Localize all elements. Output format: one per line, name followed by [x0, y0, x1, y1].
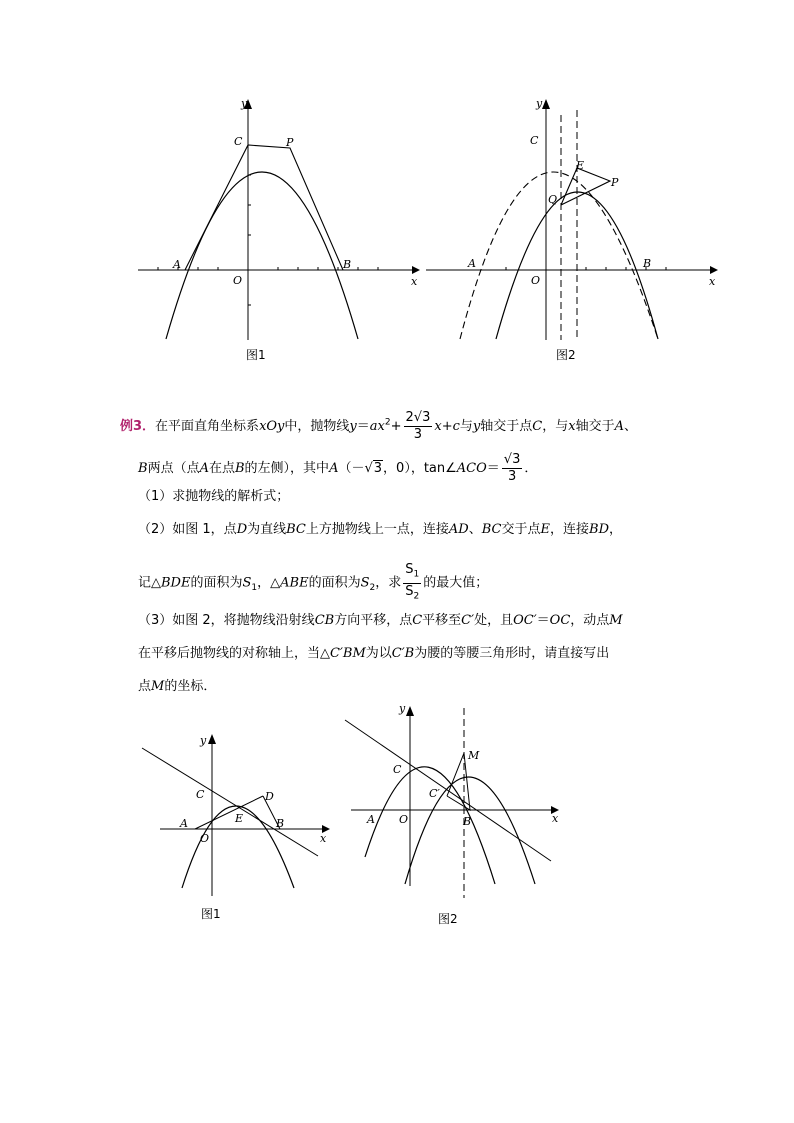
text: 与 [459, 419, 473, 434]
text: BC [481, 522, 502, 537]
example-number: 例3． [120, 419, 156, 434]
text: A [329, 461, 339, 476]
point-a-label: A [173, 258, 181, 271]
text: BDE [161, 575, 191, 591]
point-o-label: O [399, 813, 409, 826]
text: ． [524, 461, 538, 476]
point-c-prime-label: C′ [429, 787, 440, 800]
point-q-label: Q [548, 193, 558, 206]
point-b-label: B [643, 257, 652, 270]
point-e-label: E [235, 812, 244, 825]
text: ，动点 [570, 613, 610, 628]
text: ＝ [356, 419, 370, 434]
text: 在平面直角坐标系 [155, 419, 260, 434]
point-d-label: D [265, 790, 274, 803]
text: x [568, 419, 576, 434]
point-p-label: P [286, 136, 294, 149]
x-axis-label: x [709, 275, 716, 288]
text: A [614, 419, 624, 434]
text: （3）如图 2，将抛物线沿射线 [138, 613, 315, 628]
question-2-line-1 [138, 521, 622, 539]
x-axis-label: x [411, 275, 418, 288]
text: CB [314, 613, 335, 628]
point-b-label: B [343, 258, 352, 271]
question-3-line-2 [138, 645, 609, 663]
text: 的最大值； [423, 575, 489, 591]
point-c-label: C [393, 763, 402, 776]
text: ，△ [257, 575, 281, 591]
text: B [138, 461, 148, 476]
example-line-2: B两点（点A在点B的左侧），其中A（－√3，0），tan∠ACO＝ $\frac{√3}{3}$ ． [138, 452, 538, 484]
text: 3 [373, 461, 383, 476]
text: （－ [338, 461, 365, 476]
text: 轴交于 [575, 419, 615, 434]
text: 3 [413, 427, 423, 442]
text: + [390, 419, 402, 434]
text: S [405, 562, 414, 577]
text: S [405, 583, 414, 599]
triangle-c1-b-m [447, 753, 470, 810]
text: 交于点 [501, 522, 541, 537]
line-cb [345, 720, 551, 861]
bottom-figure-1-caption: 图1 [201, 907, 221, 921]
text: 为腰的等腰三角形时，请直接写出 [414, 646, 610, 661]
bottom-figure-2-caption: 图2 [438, 912, 458, 926]
text: 2√3 [405, 410, 431, 425]
point-c-label: C [234, 135, 243, 148]
text: xOy [259, 419, 285, 434]
original-parabola-dashed [460, 172, 658, 339]
text: 平移至 [422, 613, 462, 628]
fraction-s1-over-s2: $\frac{S_1}{S_2}$ [405, 562, 420, 602]
y-axis-label: y [536, 97, 543, 110]
example-line-1: 例3．在平面直角坐标系xOy中，抛物线$y=ax^2+$ $\frac{2√3}{3}$ x+c与y轴交于点C，与x轴交于A、 [120, 410, 637, 442]
point-b-label: B [463, 815, 472, 828]
text: OC [549, 613, 571, 628]
text: 为直线 [247, 522, 287, 537]
question-3-line-1 [138, 612, 623, 630]
point-o-label: O [200, 832, 210, 845]
bottom-figure-1 [140, 728, 340, 903]
text: 为以 [365, 646, 392, 661]
top-figure-2 [420, 95, 730, 355]
text: ＝ [486, 461, 500, 476]
bottom-figure-2 [343, 700, 568, 905]
question-1: （1）求抛物线的解析式； [138, 489, 290, 504]
text: S [242, 575, 252, 591]
text: √3 [503, 452, 521, 467]
x-axis-label: x [320, 832, 327, 845]
text: 3 [507, 469, 517, 484]
text: C [412, 613, 423, 628]
y-axis-label: y [399, 702, 406, 715]
text: ax [369, 419, 385, 434]
text: C′BM [330, 646, 366, 661]
text: ACO [456, 461, 487, 476]
text: D [236, 522, 248, 537]
y-axis-label: y [200, 734, 207, 747]
point-a-label: A [180, 817, 188, 830]
text: ， [609, 522, 623, 537]
text: BD [589, 522, 609, 537]
text: ABE [280, 575, 309, 591]
top-figure-1-caption: 图1 [246, 348, 266, 362]
text: y [349, 419, 357, 434]
text: x+c [434, 419, 460, 434]
triangle-acp-b [185, 145, 343, 270]
text: 轴交于点 [480, 419, 533, 434]
text: 的面积为 [190, 575, 243, 591]
triangle-qep [561, 168, 610, 205]
text: 方向平移，点 [334, 613, 413, 628]
text: 的坐标． [164, 679, 217, 694]
translated-parabola [405, 777, 535, 884]
text: OC′ [513, 613, 537, 628]
point-o-label: O [531, 274, 541, 287]
text: 、 [623, 419, 637, 434]
original-parabola [365, 767, 495, 884]
parabola [166, 172, 358, 339]
point-p-label: P [611, 176, 619, 189]
text: A [199, 461, 209, 476]
point-c-label: C [196, 788, 205, 801]
point-a-label: A [468, 257, 476, 270]
text: ，0），tan∠ [383, 461, 457, 476]
text: M [609, 613, 623, 628]
text: ＝ [536, 613, 550, 628]
text: C′B [391, 646, 415, 661]
y-axis-label: y [241, 97, 248, 110]
text: 记△ [138, 575, 161, 591]
line-bc [142, 748, 318, 856]
point-m-label: M [468, 749, 480, 762]
top-figure-2-caption: 图2 [556, 348, 576, 362]
top-figure-1 [130, 95, 430, 355]
text: 、 [468, 522, 482, 537]
text: S [360, 575, 370, 591]
text: 在点 [208, 461, 235, 476]
text: BC [286, 522, 306, 537]
text: 在平移后抛物线的对称轴上，当△ [138, 646, 330, 661]
text: 的左侧），其中 [244, 461, 330, 476]
point-a-label: A [367, 813, 375, 826]
question-2-line-2: 记△BDE的面积为$S_1$，△ABE的面积为$S_2$，求 $\frac{S_1}{S_2}$ 的最大值； [138, 562, 488, 604]
text: 两点（点 [147, 461, 200, 476]
text: ，连接 [550, 522, 590, 537]
point-o-label: O [233, 274, 243, 287]
text: （2）如图 1，点 [138, 522, 237, 537]
text: ，求 [375, 575, 402, 591]
text: B [234, 461, 245, 476]
question-3-line-3 [138, 678, 216, 696]
point-c-label: C [530, 134, 539, 147]
text: 处，且 [474, 613, 514, 628]
text: 中，抛物线 [284, 419, 350, 434]
text: AD [448, 522, 469, 537]
point-e-label: E [576, 159, 585, 172]
fraction-2sqrt3-over-3 [404, 410, 433, 443]
point-b-label: B [276, 817, 285, 830]
text: y [472, 419, 481, 434]
text: C [532, 419, 543, 434]
text: C′ [461, 613, 475, 628]
text: 上方抛物线上一点，连接 [305, 522, 449, 537]
fraction-sqrt3-over-3 [502, 452, 523, 485]
text: E [540, 522, 550, 537]
text: 的面积为 [308, 575, 361, 591]
text: 点 [138, 679, 152, 694]
text: ，与 [542, 419, 569, 434]
x-axis-label: x [552, 812, 559, 825]
text: M [151, 679, 165, 694]
